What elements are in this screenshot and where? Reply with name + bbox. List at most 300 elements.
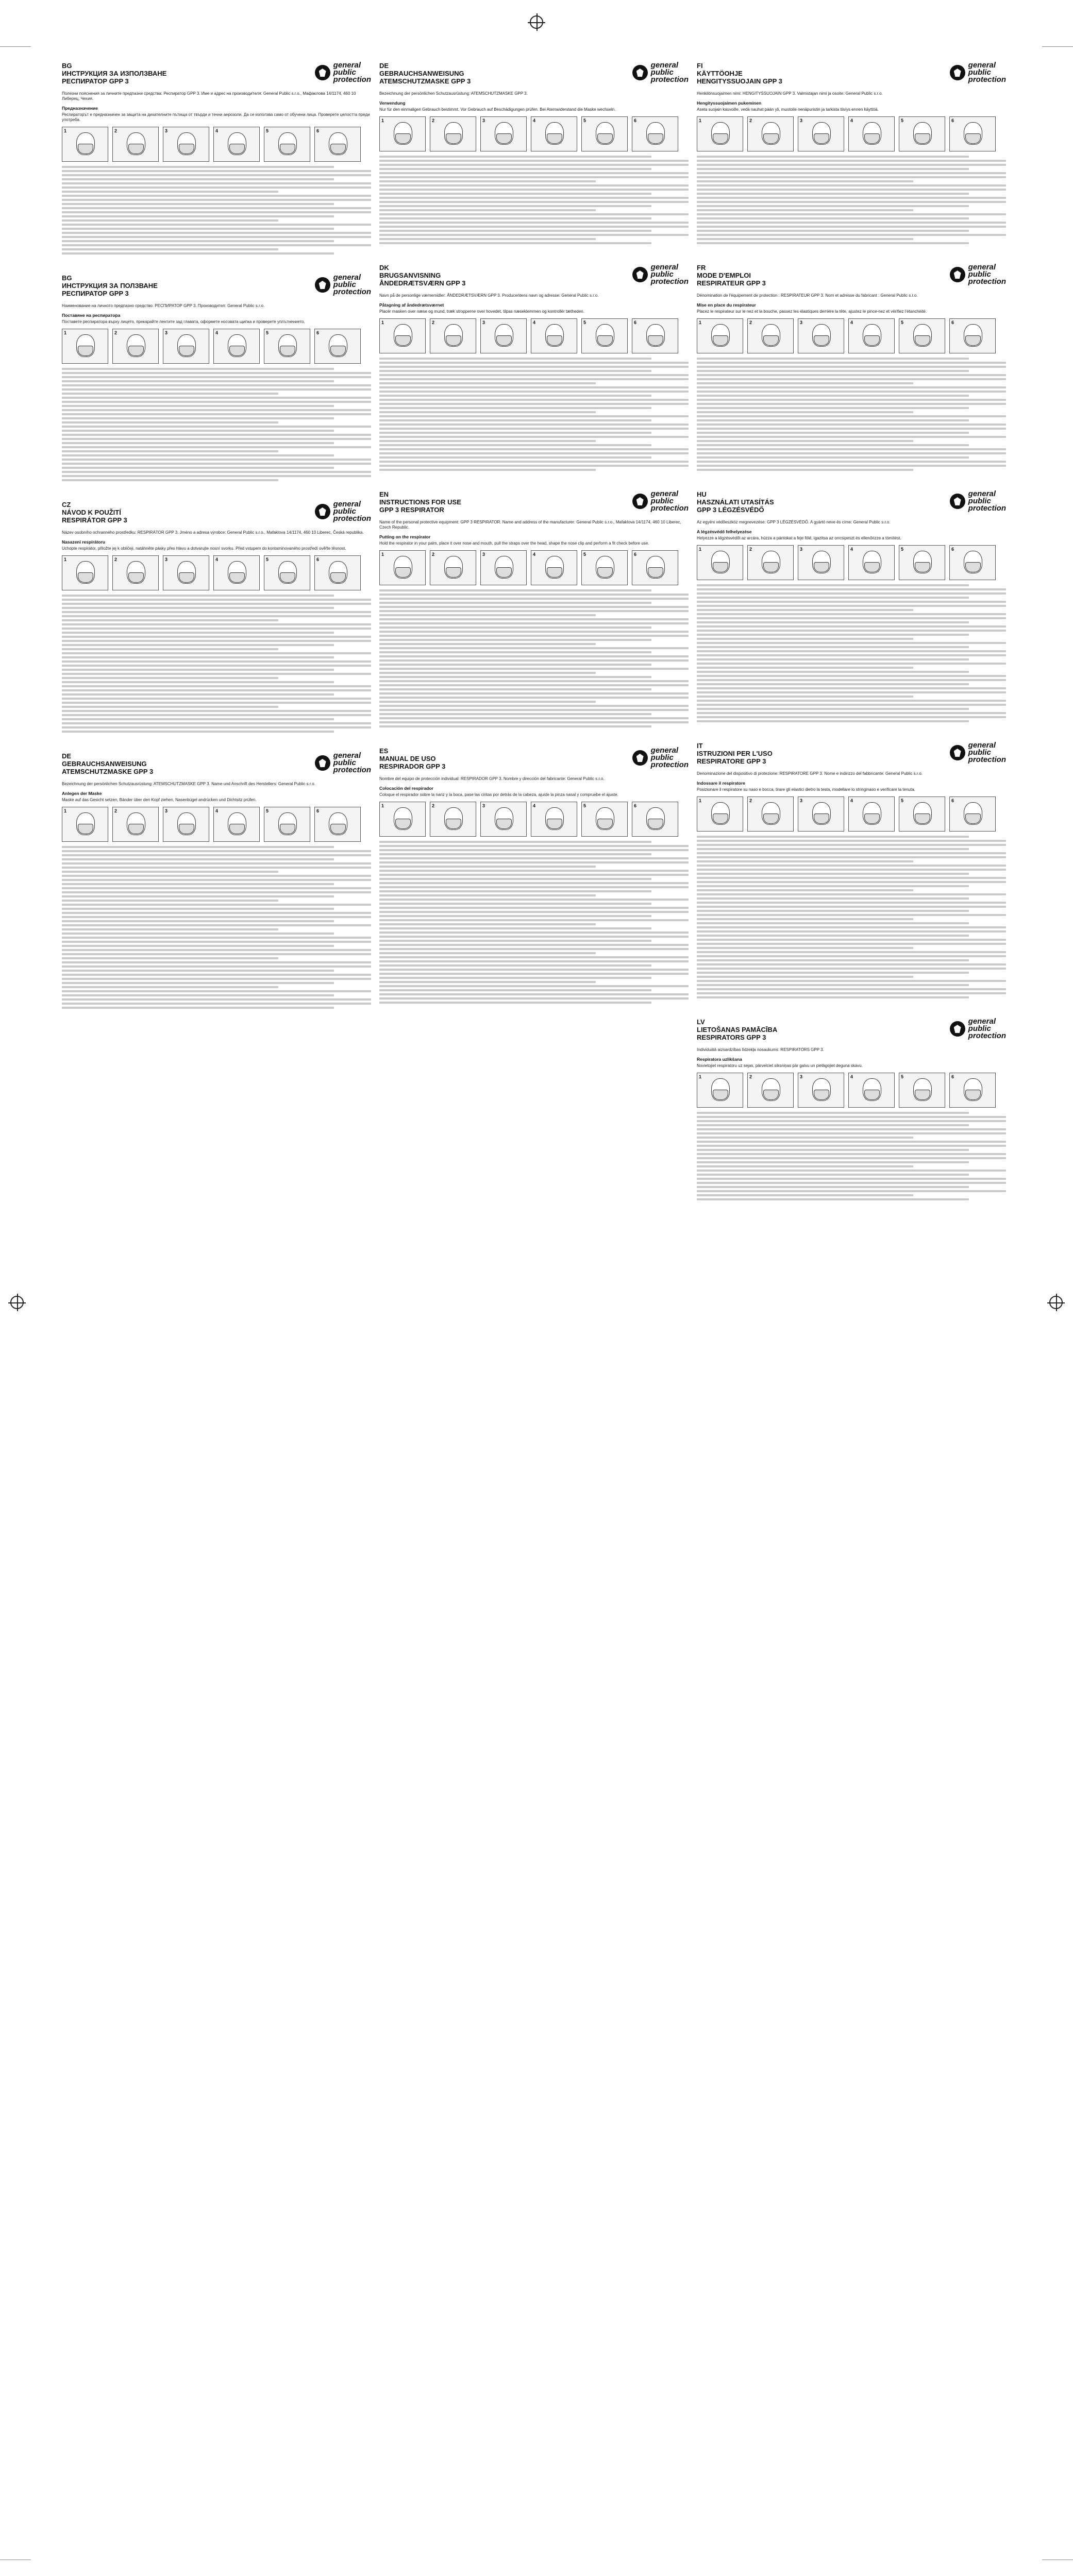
respirator-icon	[864, 1090, 880, 1100]
text-line	[62, 714, 371, 716]
language-section	[697, 742, 1006, 998]
brand-line-2: public	[333, 758, 356, 767]
text-line	[697, 226, 1006, 228]
text-line	[379, 631, 689, 633]
text-line	[379, 890, 651, 892]
step-number: 1	[64, 808, 67, 814]
text-line	[697, 1112, 969, 1114]
section-title: GEBRAUCHSANWEISUNG ATEMSCHUTZMASKE GPP 3	[379, 70, 471, 85]
text-line	[697, 671, 969, 673]
respirator-icon	[713, 1090, 728, 1100]
brand-wordmark	[968, 742, 1006, 764]
respirator-icon	[864, 562, 880, 572]
brand-logo	[950, 62, 1006, 83]
text-block	[379, 358, 689, 471]
text-line	[379, 845, 689, 847]
language-section	[379, 62, 689, 244]
text-line	[379, 853, 651, 855]
text-line	[379, 238, 596, 240]
text-line	[697, 391, 1006, 393]
step-illustration-1	[379, 802, 426, 837]
text-line	[379, 234, 689, 236]
language-code: EN	[379, 490, 389, 498]
brand-logo	[632, 264, 689, 285]
text-line	[379, 911, 689, 913]
shield-icon	[315, 65, 330, 80]
step-illustration-4	[213, 329, 260, 364]
text-line	[379, 672, 596, 674]
step-illustration-3	[798, 318, 844, 353]
text-line	[697, 885, 969, 887]
step-illustration-4	[213, 807, 260, 842]
text-line	[62, 974, 371, 976]
step-illustration-4	[848, 116, 895, 151]
text-line	[379, 870, 689, 872]
text-line	[697, 1137, 913, 1139]
section-subhead: Indossare il respiratore	[697, 781, 746, 786]
step-number: 6	[634, 118, 637, 123]
language-code: DE	[379, 62, 389, 70]
text-block	[697, 358, 1006, 471]
respirator-icon	[915, 335, 930, 346]
text-line	[62, 702, 371, 704]
text-line	[379, 172, 689, 174]
text-line	[697, 679, 1006, 681]
respirator-icon	[648, 819, 663, 829]
step-illustration-1	[62, 555, 108, 590]
step-illustration-2	[747, 545, 794, 580]
text-line	[697, 675, 1006, 677]
text-line	[379, 415, 689, 417]
text-line	[379, 882, 689, 884]
registration-mark-top	[530, 15, 543, 29]
text-line	[62, 632, 334, 634]
respirator-icon	[128, 824, 144, 834]
section-subhead: Putting on the respirator	[379, 534, 431, 539]
section-body: Maske auf das Gesicht setzen, Bänder über den Kopf ziehen, Nasenbügel andrücken und Dichtsitz prüfen.	[62, 798, 257, 802]
brand-wordmark	[651, 62, 689, 83]
shield-icon	[632, 267, 648, 282]
step-number: 2	[114, 128, 118, 133]
text-line	[62, 652, 371, 654]
section-intro: Denominazione del dispositivo di protezione: RESPIRATORE GPP 3. Nome e indirizzo del fabbricante: General Public s.r.o.	[697, 771, 923, 776]
section-body: Placez le respirateur sur le nez et la bouche, passez les élastiques derrière la tête, ajustez le pince-nez et vérifiez l'étanchéité.	[697, 309, 927, 314]
text-line	[697, 184, 1006, 187]
brand-line-3: protection	[650, 504, 689, 513]
text-line	[697, 403, 1006, 405]
section-subhead: Предназначение	[62, 106, 98, 111]
text-line	[697, 840, 1006, 842]
brand-line-3: protection	[333, 766, 371, 774]
text-line	[697, 382, 913, 384]
step-illustration-5	[581, 318, 628, 353]
text-line	[697, 597, 969, 599]
brand-line-2: public	[650, 68, 674, 77]
step-number: 1	[699, 118, 702, 123]
text-line	[697, 407, 969, 409]
text-line	[62, 471, 371, 473]
text-line	[697, 609, 913, 611]
text-line	[697, 704, 1006, 706]
section-body: Coloque el respirador sobre la nariz y la boca, pase las cintas por detrás de la cabeza, ajuste la pinza nasal y compruebe el ajuste.	[379, 792, 618, 797]
respirator-icon	[814, 1090, 829, 1100]
text-block	[379, 589, 689, 727]
step-number: 4	[215, 557, 219, 562]
step-number: 3	[800, 1074, 803, 1079]
text-line	[697, 910, 969, 912]
step-illustration-6	[632, 116, 678, 151]
section-heading	[379, 264, 465, 287]
respirator-icon	[713, 133, 728, 144]
text-line	[62, 599, 371, 601]
brand-line-2: public	[968, 1024, 991, 1033]
text-line	[62, 475, 371, 477]
text-line	[697, 209, 913, 211]
brand-line-2: public	[968, 270, 991, 279]
section-heading	[62, 274, 158, 297]
text-line	[62, 215, 334, 217]
section-body: Aseta suojain kasvoille, vedä nauhat pään yli, muotoile nenäpuristin ja tarkista tiiviys ennen käyttöä.	[697, 107, 879, 112]
step-illustration-5	[899, 1073, 945, 1108]
section-title: GEBRAUCHSANWEISUNG ATEMSCHUTZMASKE GPP 3	[62, 760, 154, 775]
text-line	[697, 469, 913, 471]
text-line	[697, 848, 969, 850]
step-illustration-5	[899, 116, 945, 151]
section-body: Posizionare il respiratore su naso e bocca, tirare gli elastici dietro la testa, modellare lo stringinaso e verificare la tenuta.	[697, 787, 915, 792]
step-number: 6	[634, 552, 637, 557]
step-number: 4	[215, 808, 219, 814]
text-line	[62, 248, 278, 250]
text-line	[62, 933, 334, 935]
text-line	[62, 726, 371, 728]
section-header	[697, 1018, 1006, 1041]
text-line	[697, 951, 1006, 953]
step-number: 5	[266, 557, 269, 562]
text-line	[62, 413, 371, 415]
text-line	[62, 846, 334, 848]
respirator-icon	[179, 824, 194, 834]
text-line	[62, 1007, 334, 1009]
text-line	[62, 236, 371, 238]
step-illustration-3	[163, 807, 209, 842]
brand-line-1: general	[968, 1017, 996, 1026]
text-line	[379, 160, 689, 162]
text-line	[697, 242, 969, 244]
step-illustration-5	[264, 329, 310, 364]
text-line	[379, 391, 689, 393]
brand-line-1: general	[333, 751, 361, 760]
text-line	[62, 660, 371, 663]
brand-line-1: general	[650, 263, 679, 272]
text-block	[62, 368, 371, 481]
text-line	[379, 436, 689, 438]
text-line	[62, 467, 334, 469]
respirator-icon	[395, 567, 411, 578]
text-line	[697, 980, 1006, 982]
brand-line-1: general	[650, 62, 679, 70]
text-line	[379, 952, 596, 954]
text-line	[62, 941, 371, 943]
text-line	[62, 673, 371, 675]
section-header	[379, 747, 689, 770]
text-line	[62, 883, 334, 885]
text-line	[62, 644, 334, 646]
text-line	[697, 1157, 1006, 1159]
step-number: 1	[381, 803, 384, 808]
text-line	[697, 366, 1006, 368]
step-number: 2	[749, 547, 752, 552]
section-intro: Полезни пояснения за личните предпазни средства: Респиратор GPP 3. Име и адрес на производителя: General Public s.r.o., Мафаклова 14/1174, 460 10 Либерец, Чехия.	[62, 91, 356, 101]
respirator-icon	[330, 572, 346, 583]
text-line	[379, 878, 651, 880]
step-number: 4	[850, 798, 853, 803]
step-illustration-6	[949, 545, 996, 580]
brand-line-3: protection	[968, 755, 1006, 764]
text-line	[697, 963, 1006, 965]
text-line	[697, 914, 1006, 916]
text-line	[379, 725, 651, 727]
language-section	[379, 264, 689, 471]
section-header	[62, 274, 371, 297]
step-number: 4	[533, 118, 536, 123]
brand-wordmark	[333, 62, 371, 83]
brand-line-1: general	[968, 62, 996, 70]
text-line	[697, 1182, 1006, 1184]
text-line	[697, 996, 969, 998]
text-line	[379, 936, 689, 938]
text-line	[697, 869, 1006, 871]
text-line	[697, 432, 969, 434]
text-line	[379, 180, 596, 182]
section-intro: Az egyéni védőeszköz megnevezése: GPP 3 LÉGZÉSVÉDŐ. A gyártó neve és címe: General Public s.r.o.	[697, 520, 891, 524]
registration-mark-right	[1049, 1296, 1063, 1309]
text-line	[697, 168, 969, 170]
text-line	[697, 918, 913, 920]
text-line	[62, 187, 371, 189]
text-line	[379, 378, 689, 380]
donning-illustrations	[379, 550, 689, 585]
crop-line-tl	[0, 46, 31, 47]
text-line	[62, 368, 334, 370]
text-line	[379, 432, 651, 434]
respirator-icon	[547, 819, 562, 829]
section-subhead: Påtagning af åndedrætsværnet	[379, 302, 444, 308]
text-line	[379, 452, 689, 454]
text-line	[62, 450, 278, 452]
respirator-icon	[864, 335, 880, 346]
section-title: LIETOŠANAS PAMĀCĪBA RESPIRATORS GPP 3	[697, 1026, 778, 1041]
step-illustration-2	[430, 116, 476, 151]
donning-illustrations	[379, 116, 689, 151]
text-line	[62, 182, 371, 184]
text-line	[379, 647, 689, 649]
section-header	[697, 62, 1006, 85]
language-code: DK	[379, 264, 389, 272]
text-line	[62, 417, 334, 419]
text-line	[62, 434, 371, 436]
language-section	[379, 747, 689, 1004]
text-line	[697, 374, 1006, 376]
brand-line-1: general	[333, 273, 361, 282]
text-block	[62, 846, 371, 1009]
step-number: 2	[432, 320, 435, 325]
section-subhead: Respiratora uzlikšana	[697, 1057, 742, 1062]
respirator-icon	[648, 335, 663, 346]
step-illustration-1	[697, 1073, 743, 1108]
brand-logo	[950, 264, 1006, 285]
language-section	[697, 62, 1006, 244]
text-line	[379, 915, 651, 917]
text-line	[697, 1149, 969, 1151]
section-header	[62, 62, 371, 85]
section-title: ИНСТРУКЦИЯ ЗА ПОЛЗВАНЕ РЕСПИРАТОР GPP 3	[62, 282, 158, 297]
text-line	[62, 421, 278, 423]
text-line	[62, 232, 371, 234]
text-line	[697, 456, 969, 459]
step-number: 4	[850, 320, 853, 325]
text-line	[62, 858, 334, 860]
respirator-icon	[496, 335, 512, 346]
step-number: 6	[951, 118, 954, 123]
text-line	[62, 648, 278, 650]
respirator-icon	[496, 567, 512, 578]
text-line	[697, 1198, 969, 1200]
text-line	[697, 881, 1006, 883]
respirator-icon	[280, 346, 295, 356]
text-line	[62, 409, 371, 411]
text-line	[62, 203, 334, 205]
brand-wordmark	[651, 490, 689, 512]
text-line	[62, 459, 371, 461]
step-number: 6	[951, 320, 954, 325]
text-line	[379, 614, 596, 616]
text-line	[697, 663, 1006, 665]
brand-line-1: general	[650, 746, 679, 755]
text-line	[62, 595, 334, 597]
respirator-icon	[915, 1090, 930, 1100]
text-line	[62, 887, 371, 889]
text-line	[379, 374, 689, 376]
text-line	[62, 195, 371, 197]
text-line	[697, 605, 1006, 607]
brand-line-1: general	[968, 741, 996, 750]
step-illustration-6	[949, 796, 996, 832]
text-line	[379, 989, 651, 991]
crop-line-tr	[1042, 46, 1073, 47]
text-line	[697, 716, 1006, 718]
text-line	[379, 382, 596, 384]
respirator-icon	[179, 572, 194, 583]
text-line	[697, 893, 1006, 895]
text-line	[697, 160, 1006, 162]
step-illustration-1	[379, 318, 426, 353]
section-body: Поставете респиратора върху лицето, прекарайте лентите зад главата, оформете носовата щипка и проверете уплътнението.	[62, 319, 305, 324]
step-illustration-6	[632, 318, 678, 353]
section-heading	[697, 264, 766, 287]
text-line	[697, 465, 1006, 467]
language-section	[697, 490, 1006, 722]
text-line	[697, 1170, 1006, 1172]
text-line	[697, 423, 1006, 426]
brand-line-1: general	[650, 489, 679, 498]
step-illustration-5	[581, 802, 628, 837]
respirator-icon	[864, 814, 880, 824]
text-line	[62, 397, 371, 399]
section-intro: Nombre del equipo de protección individual: RESPIRADOR GPP 3. Nombre y dirección del fabricante: General Public s.r.o.	[379, 776, 605, 781]
text-line	[697, 926, 1006, 928]
text-line	[697, 984, 969, 986]
section-body: Helyezze a légzésvédőt az arcára, húzza a pántokat a feje fölé, igazítsa az orrcsipeszt és ellenőrizze a tömítést.	[697, 536, 901, 540]
section-header	[62, 501, 371, 524]
text-line	[62, 986, 278, 988]
text-line	[697, 844, 1006, 846]
text-line	[62, 191, 278, 193]
text-line	[62, 463, 371, 465]
step-number: 4	[215, 330, 219, 335]
text-line	[697, 1145, 1006, 1147]
section-heading	[697, 1018, 777, 1041]
respirator-icon	[597, 335, 613, 346]
step-number: 4	[850, 547, 853, 552]
text-line	[379, 370, 651, 372]
section-header	[697, 264, 1006, 287]
step-number: 6	[316, 557, 320, 562]
step-number: 2	[114, 557, 118, 562]
donning-illustrations	[697, 318, 1006, 353]
text-line	[62, 928, 278, 930]
text-line	[62, 949, 371, 951]
text-block	[379, 841, 689, 1004]
brand-wordmark	[651, 264, 689, 285]
text-line	[379, 948, 689, 950]
section-body: Респираторът е предназначен за защита на дихателните пътища от твърди и течни аерозоли. Да се използва само от обучени лица. Проверете целостта преди употреба.	[62, 112, 370, 122]
step-illustration-3	[480, 550, 527, 585]
step-illustration-2	[747, 116, 794, 151]
respirator-icon	[280, 572, 295, 583]
section-body: Nur für den einmaligen Gebrauch bestimmt. Vor Gebrauch auf Beschädigungen prüfen. Bei Atemwiderstand die Maske wechseln.	[379, 107, 616, 112]
text-line	[379, 688, 651, 690]
text-line	[379, 448, 689, 450]
section-body: Uchopte respirátor, přiložte jej k obličeji, natáhněte pásky přes hlavu a dotvarujte nosní svorku. Před vstupem do kontaminovaného prostředí ověřte těsnost.	[62, 546, 346, 551]
step-number: 3	[165, 557, 168, 562]
step-number: 1	[381, 320, 384, 325]
respirator-icon	[128, 346, 144, 356]
text-line	[62, 961, 371, 963]
brand-line-2: public	[333, 280, 356, 289]
step-illustration-2	[747, 318, 794, 353]
text-line	[62, 937, 371, 939]
text-line	[379, 841, 651, 843]
text-line	[697, 1174, 969, 1176]
step-illustration-2	[112, 555, 159, 590]
step-illustration-2	[112, 807, 159, 842]
respirator-icon	[446, 335, 461, 346]
shield-icon	[950, 494, 965, 509]
text-line	[379, 977, 651, 979]
respirator-icon	[965, 562, 981, 572]
text-line	[379, 618, 689, 620]
text-line	[62, 908, 334, 910]
brand-wordmark	[968, 490, 1006, 512]
text-line	[62, 438, 371, 440]
step-number: 3	[482, 118, 485, 123]
text-line	[697, 395, 969, 397]
section-subhead: Colocación del respirador	[379, 786, 433, 791]
text-line	[379, 209, 596, 211]
text-line	[697, 889, 913, 891]
respirator-icon	[965, 1090, 981, 1100]
brand-line-3: protection	[333, 75, 371, 84]
